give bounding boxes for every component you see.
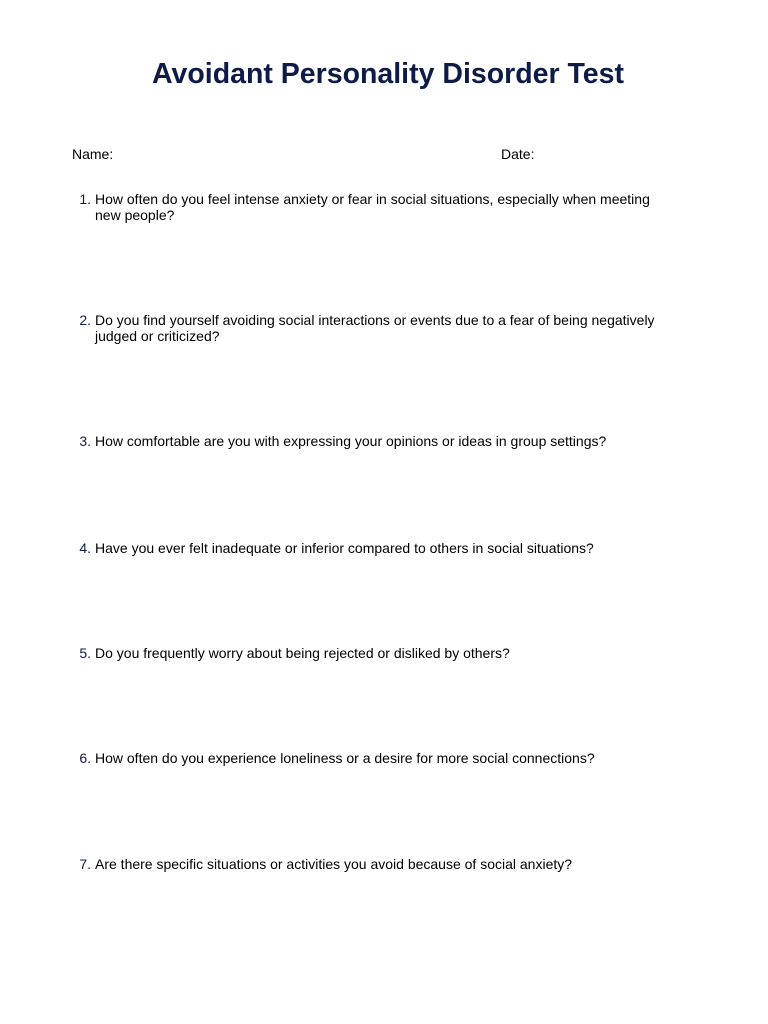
page-title: Avoidant Personality Disorder Test bbox=[152, 58, 624, 90]
question-text: How comfortable are you with expressing your opinions or ideas in group settings? bbox=[95, 433, 607, 449]
question-text: Have you ever felt inadequate or inferior compared to others in social situations? bbox=[95, 540, 594, 556]
question-5 bbox=[72, 645, 672, 661]
question-number: 7. bbox=[79, 856, 91, 872]
question-number: 6. bbox=[79, 750, 91, 766]
question-text: Do you find yourself avoiding social interactions or events due to a fear of being negatively judged or criticized? bbox=[95, 312, 655, 344]
question-number: 4. bbox=[79, 540, 91, 556]
question-7 bbox=[72, 856, 672, 872]
question-4 bbox=[72, 540, 672, 556]
question-number: 5. bbox=[79, 645, 91, 661]
question-text: Are there specific situations or activities you avoid because of social anxiety? bbox=[95, 856, 573, 872]
question-text: How often do you experience loneliness or a desire for more social connections? bbox=[95, 750, 595, 766]
question-text: Do you frequently worry about being rejected or disliked by others? bbox=[95, 645, 510, 661]
question-text: How often do you feel intense anxiety or fear in social situations, especially when meeting new people? bbox=[95, 191, 650, 223]
question-1 bbox=[72, 191, 672, 223]
question-3 bbox=[72, 433, 672, 449]
date-label: Date: bbox=[501, 146, 535, 162]
question-number: 2. bbox=[79, 312, 91, 328]
question-2 bbox=[72, 312, 672, 344]
question-number: 3. bbox=[79, 433, 91, 449]
question-6 bbox=[72, 750, 672, 766]
name-label: Name: bbox=[72, 146, 114, 162]
question-number: 1. bbox=[79, 191, 91, 207]
